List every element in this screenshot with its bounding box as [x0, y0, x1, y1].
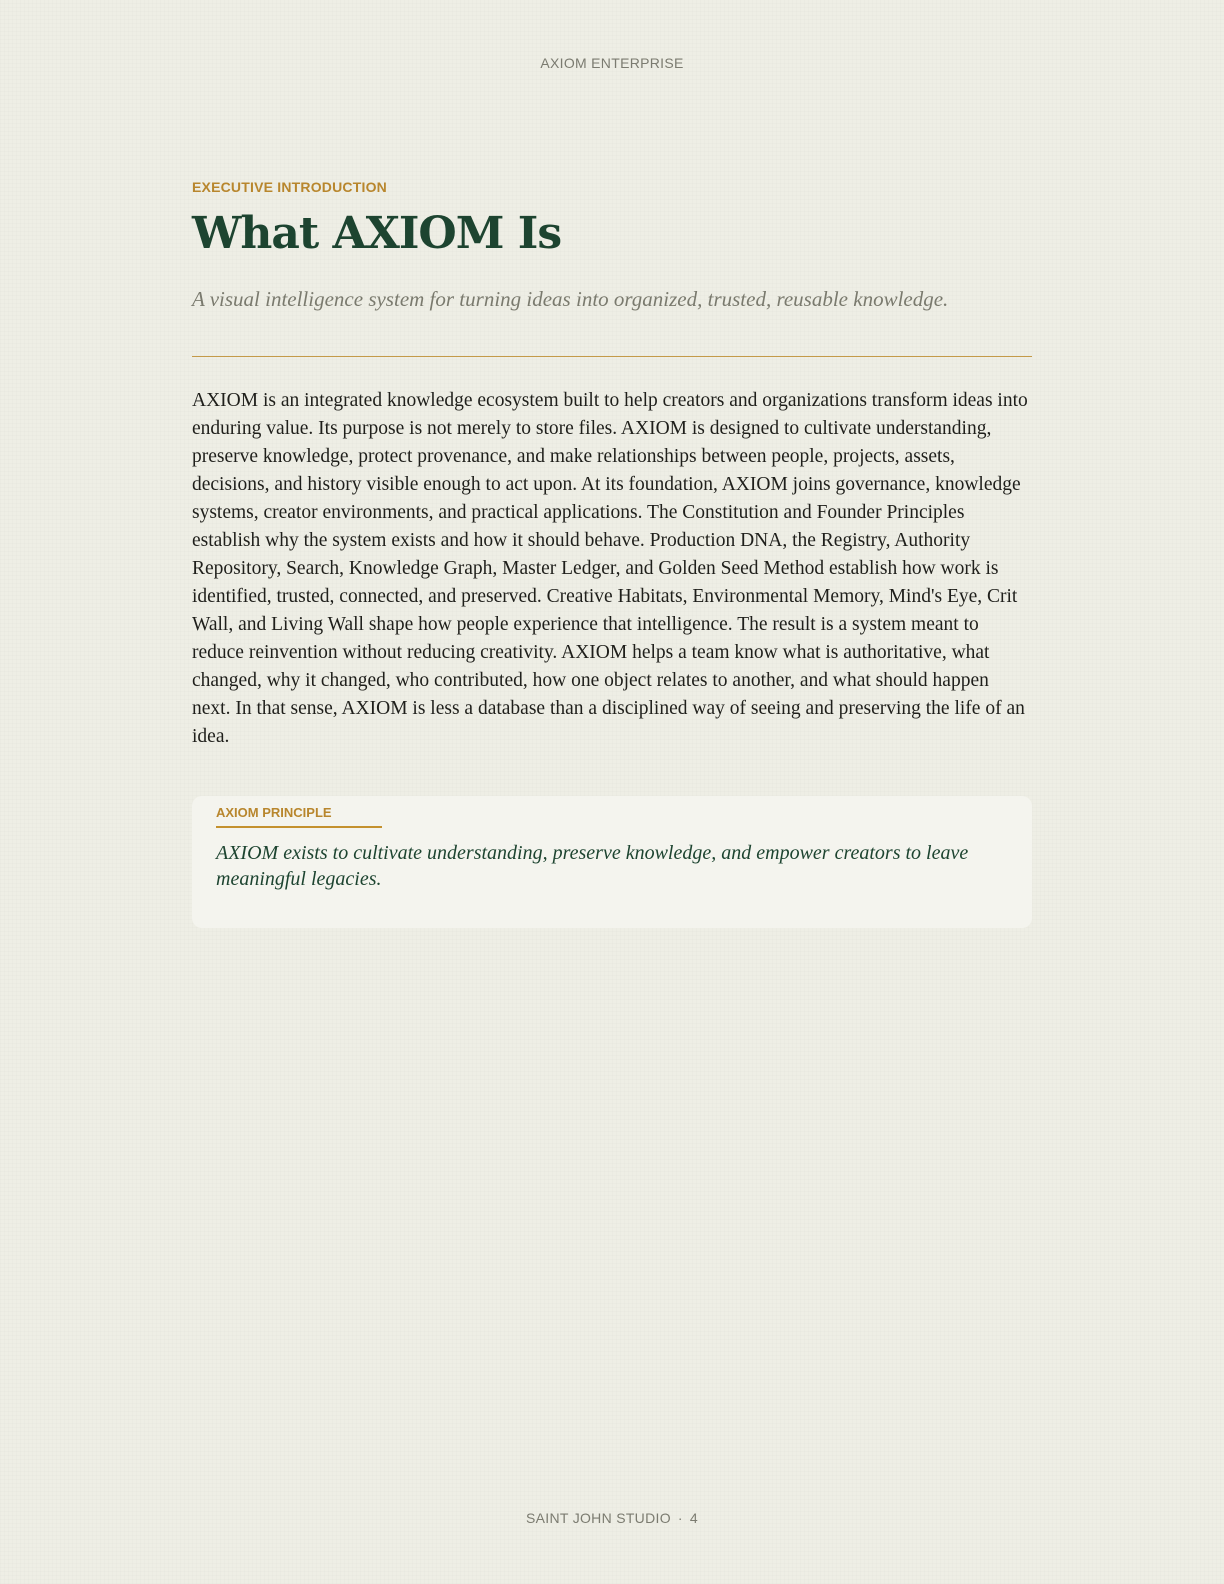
- page-title: What AXIOM Is: [192, 208, 562, 259]
- divider-rule: [192, 356, 1032, 357]
- running-footer: [0, 1510, 1224, 1526]
- page-content: [192, 178, 1032, 928]
- running-header: AXIOM ENTERPRISE: [540, 55, 684, 71]
- page-number: 4: [689, 1510, 698, 1526]
- principle-callout: [192, 796, 1032, 928]
- page-subtitle: A visual intelligence system for turning ideas into organized, trusted, reusable knowledge.: [192, 287, 949, 311]
- footer-studio: SAINT JOHN STUDIO: [526, 1510, 671, 1526]
- body-paragraph: AXIOM is an integrated knowledge ecosystem built to help creators and organizations transform ideas into enduring value. Its purpose is not merely to store files. AXIOM is designed to cultivate understanding, preserve knowledge, protect provenance, and make relationships between people, projects, assets, decisions, and history visible enough to act upon. At its foundation, AXIOM joins governance, knowledge systems, creator environments, and practical applications. The Constitution and Founder Principles establish why the system exists and how it should behave. Production DNA, the Registry, Authority Repository, Search, Knowledge Graph, Master Ledger, and Golden Seed Method establish how work is identified, trusted, connected, and preserved. Creative Habitats, Environmental Memory, Mind's Eye, Crit Wall, and Living Wall shape how people experience that intelligence. The result is a system meant to reduce reinvention without reducing creativity. AXIOM helps a team know what is authoritative, what changed, why it changed, who contributed, how one object relates to another, and what should happen next. In that sense, AXIOM is less a database than a disciplined way of seeing and preserving the life of an idea.: [192, 390, 1028, 747]
- principle-quote: AXIOM exists to cultivate understanding, preserve knowledge, and empower creators to leave meaningful legacies.: [216, 842, 969, 890]
- principle-label: AXIOM PRINCIPLE: [216, 805, 382, 828]
- footer-separator: ·: [677, 1510, 683, 1526]
- section-eyebrow: EXECUTIVE INTRODUCTION: [192, 179, 387, 195]
